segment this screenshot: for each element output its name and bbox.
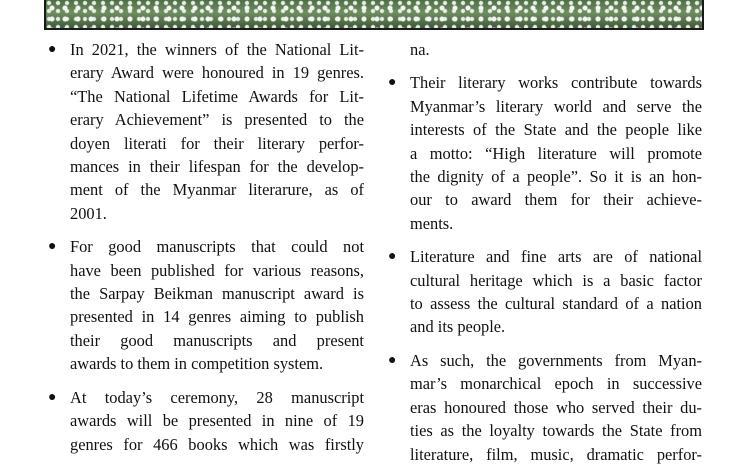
text-line: presented in 14 genres aiming to publish: [70, 307, 364, 327]
text-line: literature, film, music, dramatic perfor-: [410, 444, 702, 464]
list-item: [44, 386, 364, 456]
text-line: mar’s monarchical epoch in successive: [410, 374, 702, 394]
text-line: 2001.: [70, 203, 107, 223]
text-line: erary Achievement” is presented to the: [70, 110, 364, 130]
text-line: doyen literati for their literary perfor-: [70, 133, 364, 153]
text-line: na.: [410, 40, 430, 59]
bullet-icon: ●: [48, 42, 57, 57]
flower-field-photo: [44, 0, 704, 30]
text-line: At today’s ceremony, 28 manuscript: [70, 387, 364, 407]
bullet-icon: ●: [388, 75, 397, 91]
text-line: Their literary works contribute towards: [410, 73, 702, 93]
bullet-icon: ●: [388, 352, 397, 368]
bullet-icon: ●: [48, 239, 57, 255]
list-item-continuation: [384, 38, 702, 61]
text-line: a motto: “High literature will promote: [410, 143, 702, 163]
text-line: interests of the State and the people like: [410, 120, 702, 140]
text-line: the Sarpay Beikman manuscript award is: [70, 284, 364, 304]
text-line: Myanmar’s literary world and serve the: [410, 96, 702, 116]
text-line: In 2021, the winners of the National Lit-: [70, 40, 364, 59]
text-line: Literature and fine arts are of national: [410, 247, 702, 267]
bullet-icon: ●: [388, 249, 397, 265]
list-item: [44, 235, 364, 375]
text-line: erary Award were honoured in 19 genres.: [70, 63, 364, 83]
text-line: ties as the loyalty towards the State from: [410, 421, 702, 441]
bullet-icon: ●: [48, 389, 57, 405]
text-line: awards will be presented in nine of 19: [70, 411, 364, 431]
text-line: and its people.: [410, 317, 506, 337]
list-item: [44, 38, 364, 225]
text-line: our to award them for their achieve-: [410, 190, 702, 210]
text-line: ment of the Myanmar literarure, as of: [70, 180, 364, 200]
text-line: genres for 466 books which was firstly: [70, 434, 364, 454]
text-line: eras honoured those who served their du-: [410, 397, 702, 417]
list-item: [384, 71, 702, 235]
text-line: mances in their lifespan for the develop-: [70, 157, 364, 177]
text-line: For good manuscripts that could not: [70, 237, 364, 257]
text-line: awards to them in competition system.: [70, 354, 324, 374]
text-line: to assess the cultural standard of a nation: [410, 294, 702, 314]
right-column-list: [384, 38, 702, 476]
text-line: As such, the governments from Myan-: [410, 350, 702, 370]
text-line: their good manuscripts and present: [70, 330, 364, 350]
text-line: cultural heritage which is a basic factor: [410, 270, 702, 290]
text-line: ments.: [410, 213, 454, 233]
text-line: have been published for various reasons,: [70, 260, 364, 280]
text-line: “The National Lifetime Awards for Lit-: [70, 86, 364, 106]
list-item: [384, 245, 702, 339]
list-item: [384, 349, 702, 466]
text-line: the dignity of a people”. So it is an hon-: [410, 167, 702, 187]
left-column-list: [44, 38, 364, 466]
